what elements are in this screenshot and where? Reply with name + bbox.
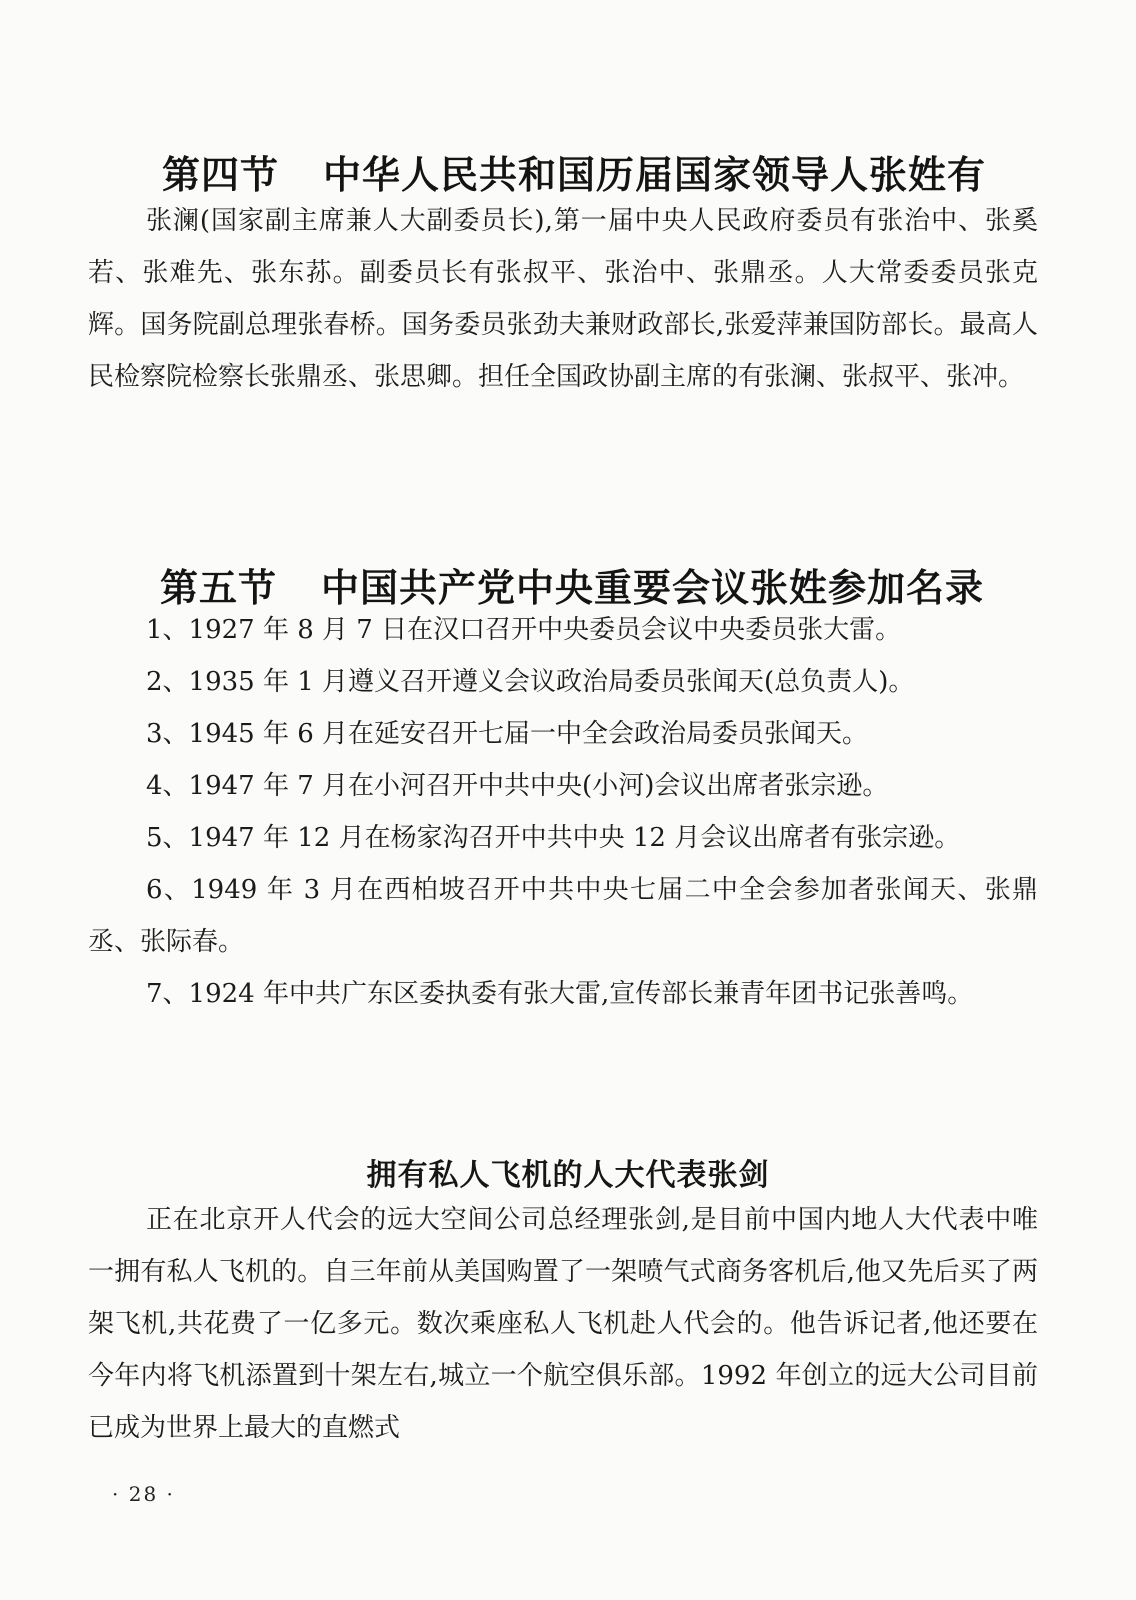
section-4-paragraph: 张澜(国家副主席兼人大副委员长),第一届中央人民政府委员有张治中、张奚若、张难先、张东荪。副委员长有张叔平、张治中、张鼎丞。人大常委委员张克辉。国务院副总理张春桥。国务委员张劲夫兼财政部长,张爱萍兼国防部长。最高人民检察院检察长张鼎丞、张思卿。担任全国政协副主席的有张澜、张叔平、张冲。 [88,206,1038,392]
list-item: 5、1947 年 12 月在杨家沟召开中共中央 12 月会议出席者有张宗逊。 [146,823,961,853]
section-5-number: 第五节 [160,565,278,610]
article-title: 拥有私人飞机的人大代表张剑 [366,1158,770,1193]
section-5-title: 中国共产党中央重要会议张姓参加名录 [321,565,985,610]
section-4-heading [162,144,986,199]
list-item: 2、1935 年 1 月遵义召开遵义会议政治局委员张闻天(总负责人)。 [146,667,915,697]
page-number: · 28 · [112,1482,175,1506]
section-4-title: 中华人民共和国历届国家领导人张姓有 [323,152,987,197]
list-item: 6、1949 年 3 月在西柏坡召开中共中央七届二中全会参加者张闻天、张鼎丞、张际春。 [88,875,1038,957]
list-item: 1、1927 年 8 月 7 日在汉口召开中央委员会议中央委员张大雷。 [146,615,902,645]
list-item: 4、1947 年 7 月在小河召开中共中央(小河)会议出席者张宗逊。 [146,771,889,801]
list-item: 3、1945 年 6 月在延安召开七届一中全会政治局委员张闻天。 [146,719,869,749]
list-item: 7、1924 年中共广东区委执委有张大雷,宣传部长兼青年团书记张善鸣。 [146,979,974,1009]
article-paragraph: 正在北京开人代会的远大空间公司总经理张剑,是目前中国内地人大代表中唯一拥有私人飞机的。自三年前从美国购置了一架喷气式商务客机后,他又先后买了两架飞机,共花费了一亿多元。数次乘座私人飞机赴人代会的。他告诉记者,他还要在今年内将飞机添置到十架左右,城立一个航空俱乐部。1992 年创立的远大公司目前已成为世界上最大的直燃式 [88,1205,1038,1443]
meeting-list [88,604,1038,1020]
section-4-number: 第四节 [162,152,280,197]
